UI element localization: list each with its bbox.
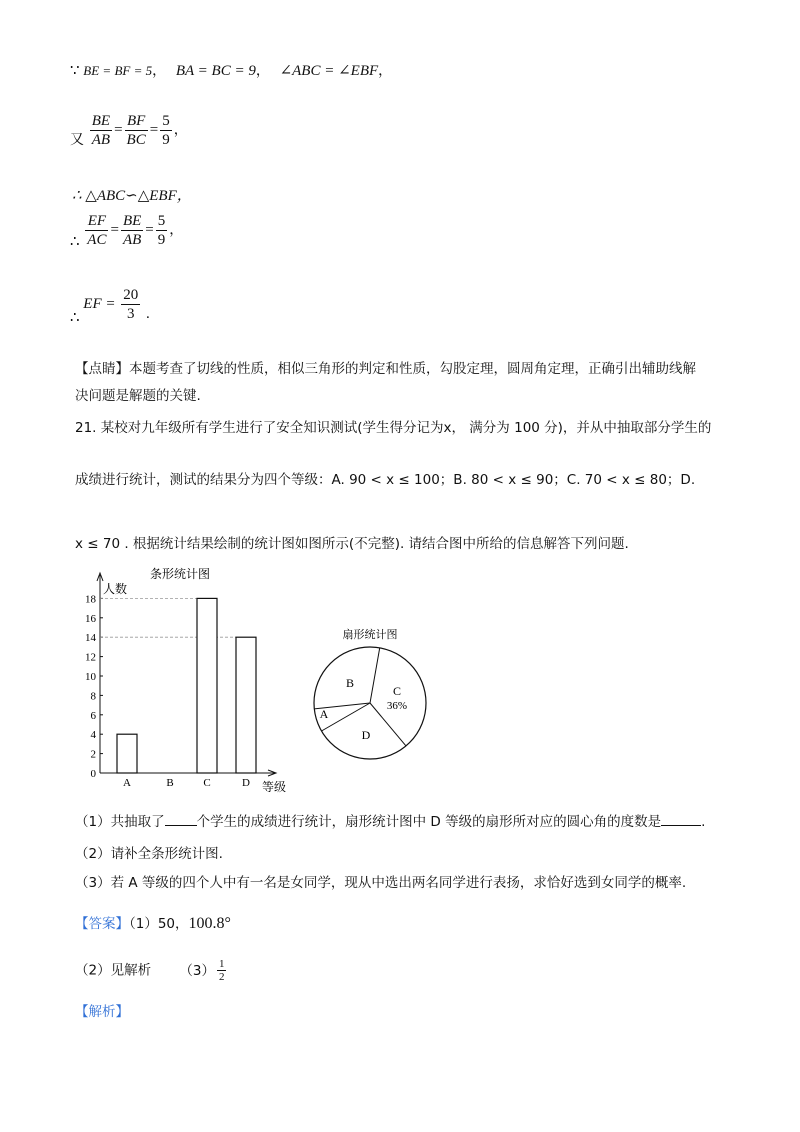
x-tick-label: C	[203, 777, 211, 789]
fraction-5-9	[160, 112, 172, 149]
slice-label-B: B	[345, 676, 355, 690]
slice-percent-C: 36%	[386, 700, 408, 712]
bar-C	[197, 598, 217, 773]
slice-label-A: A	[319, 707, 329, 721]
answer-angle-value: 100.8°	[188, 915, 231, 932]
separator: ，	[152, 63, 167, 79]
bar-chart	[70, 563, 310, 803]
analysis-label: 【解析】	[75, 1004, 129, 1020]
answer-part-2: （2）见解析	[75, 962, 152, 979]
y-tick-label: 10	[85, 671, 96, 683]
separator: ，	[255, 63, 270, 79]
period: .	[146, 305, 150, 322]
separator: ，	[378, 63, 393, 79]
fraction-bf-bc	[125, 112, 148, 149]
equation-angles: ∠ABC = ∠EBF	[279, 63, 379, 79]
numerator: 5	[157, 213, 166, 229]
sub1-text-b: 个学生的成绩进行统计，扇形统计图中 D 等级的扇形所对应的圆心角的度数是	[196, 814, 662, 830]
bar-D	[236, 637, 256, 773]
proof-line-2: 又 $\frac{BE}{AB}$ = $\frac{BF}{BC}$ = $\frac{5}{9}$ ，	[70, 113, 188, 148]
fraction-be-ab	[90, 112, 112, 149]
denominator: AB	[122, 232, 142, 248]
sub1-text-a: （1）共抽取了	[75, 814, 165, 830]
again-label: 又	[70, 131, 84, 148]
denominator: BC	[126, 132, 146, 148]
answer-label: 【答案】	[75, 916, 129, 932]
y-tick-label: 8	[90, 690, 96, 703]
slice-label-C: C	[392, 684, 402, 698]
numerator: BE	[91, 113, 111, 129]
bar-A	[117, 734, 137, 773]
question-line-2: 成绩进行统计，测试的结果分为四个等级：A. 90 < x ≤ 100；B. 80 < x ≤ 90；C. 70 < x ≤ 80；D.	[75, 472, 696, 488]
x-tick-label: D	[242, 777, 250, 789]
answer-blank-angle[interactable]	[661, 825, 701, 826]
y-tick-label: 14	[85, 632, 96, 645]
numerator: 1	[218, 958, 225, 970]
equation-be-bf: BE = BF = 5	[83, 63, 153, 78]
x-tick-label: B	[166, 777, 174, 789]
separator: ，	[173, 121, 188, 138]
therefore-symbol: ∴	[70, 309, 80, 326]
y-tick-label: 12	[85, 651, 96, 664]
answer-line-2	[75, 958, 228, 983]
numerator: 5	[162, 113, 170, 129]
fraction-20-3	[121, 286, 140, 323]
sub-question-2: （2）请补全条形统计图.	[75, 846, 223, 862]
comment-label: 【点睛】	[75, 361, 129, 377]
pie-chart	[300, 620, 440, 765]
bar-chart-title: 条形统计图	[150, 567, 211, 581]
denominator: AC	[87, 232, 107, 248]
denominator: 9	[162, 132, 170, 148]
answer-line-1	[75, 912, 231, 933]
proof-line-5	[70, 286, 150, 327]
comment-text-1: 本题考查了切线的性质，相似三角形的判定和性质，勾股定理，圆周角定理，正确引出辅助线解	[129, 361, 696, 377]
ef-lhs: EF =	[83, 295, 116, 312]
sub1-text-c: .	[701, 814, 706, 830]
fraction-ef-ac	[85, 212, 108, 249]
proof-line-4: ∴ $\frac{EF}{AC}$ = $\frac{BE}{AB}$ = $\frac{5}{9}$ ，	[70, 213, 184, 250]
answer-part-1: （1）50，	[129, 916, 189, 932]
denominator: 3	[127, 306, 135, 322]
fraction-1-2	[217, 958, 227, 983]
therefore-symbol: ∴	[70, 233, 80, 250]
proof-line-3: ∴ △ABC∽△EBF，	[72, 188, 192, 204]
because-symbol: ∵	[70, 63, 80, 79]
sub-question-1	[75, 810, 705, 830]
y-tick-label: 6	[90, 709, 96, 722]
denominator: 9	[157, 232, 166, 248]
numerator: BE	[122, 213, 142, 229]
slice-label-D: D	[361, 728, 371, 742]
y-tick-label: 2	[90, 748, 96, 761]
fraction-be-ab	[121, 212, 143, 249]
pie-chart-title: 扇形统计图	[342, 629, 398, 641]
y-tick-label: 4	[90, 729, 96, 742]
denominator: 2	[218, 971, 225, 983]
denominator: AB	[91, 132, 111, 148]
y-tick-label: 18	[85, 593, 96, 606]
x-tick-label: A	[123, 777, 131, 789]
separator: ，	[169, 221, 184, 238]
fraction-5-9	[156, 212, 168, 249]
x-axis-label: 等级	[262, 780, 287, 794]
answer-blank-count[interactable]	[165, 825, 197, 826]
equation-ba-bc: BA = BC = 9	[175, 63, 256, 79]
question-line-1: 21. 某校对九年级所有学生进行了安全知识测试(学生得分记为x， 满分为 100 分)，并从中抽取部分学生的	[75, 420, 712, 436]
y-axis-label: 人数	[103, 582, 128, 596]
answer-part-3: （3）	[179, 962, 215, 979]
sub-question-3: （3）若 A 等级的四个人中有一名是女同学，现从中选出两名同学进行表扬，求恰好选到女同学的概率.	[75, 875, 687, 891]
numerator: BF	[125, 112, 148, 131]
numerator: EF	[85, 212, 108, 231]
comment-line-2: 决问题是解题的关键.	[75, 388, 201, 404]
proof-line-1	[70, 60, 392, 80]
question-line-3: x ≤ 70 . 根据统计结果绘制的统计图如图所示(不完整). 请结合图中所给的信息解答下列问题.	[75, 536, 629, 552]
comment-line-1	[75, 357, 696, 377]
numerator: 20	[123, 287, 139, 303]
y-tick-label: 16	[85, 612, 96, 625]
y-tick-label: 0	[90, 768, 96, 780]
